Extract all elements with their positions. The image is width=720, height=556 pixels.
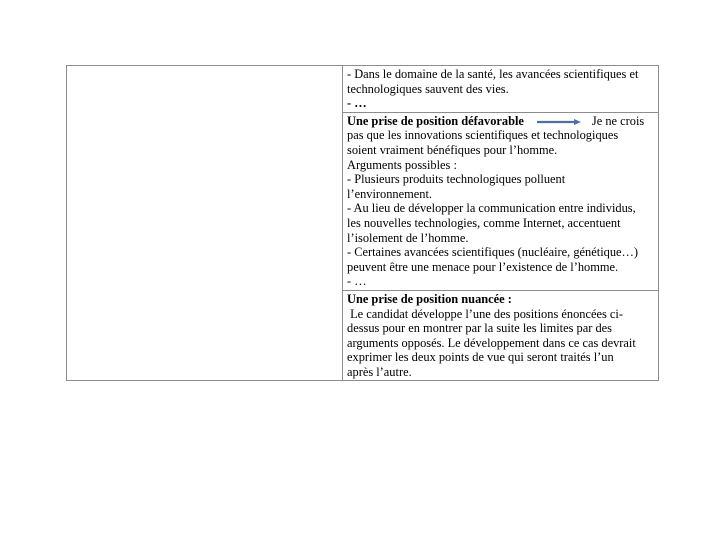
- ellipsis-line: - …: [347, 274, 367, 289]
- text-line: Arguments possibles :: [347, 157, 457, 172]
- heading-line: [347, 114, 655, 129]
- text-line: les nouvelles technologies, comme Internet, accentuent: [347, 215, 621, 230]
- text-line: l’environnement.: [347, 186, 432, 201]
- unfavorable-heading: Une prise de position défavorable: [347, 113, 524, 128]
- text-line: exprimer les deux points de vue qui seront traités l’un: [347, 350, 614, 365]
- arrow-right-icon: [536, 118, 582, 126]
- text-line: - Dans le domaine de la santé, les avancées scientifiques et: [347, 67, 639, 81]
- text-line: peuvent être une menace pour l’existence de l’homme.: [347, 259, 619, 274]
- table-row: [67, 66, 659, 113]
- favorable-cell-end: [343, 66, 659, 113]
- text-line: après l’autre.: [347, 364, 412, 379]
- nuanced-heading: Une prise de position nuancée :: [347, 291, 512, 306]
- text-line: pas que les innovations scientifiques et technologiques: [347, 128, 619, 143]
- document-table: [66, 65, 659, 381]
- empty-left-cell: [67, 66, 343, 381]
- heading-tail: Je ne crois: [591, 113, 645, 128]
- text-line: - Plusieurs produits technologiques polluent: [347, 172, 566, 187]
- text-line: arguments opposés. Le développement dans ce cas devrait: [347, 335, 636, 350]
- unfavorable-position-cell: [343, 112, 659, 290]
- text-line: - Certaines avancées scientifiques (nucléaire, génétique…): [347, 245, 639, 260]
- text-line: Le candidat développe l’une des positions énoncées ci-: [347, 306, 623, 321]
- text-line: technologiques sauvent des vies.: [347, 81, 509, 96]
- ellipsis-line: - …: [347, 96, 367, 111]
- text-line: l’isolement de l’homme.: [347, 230, 469, 245]
- text-line: soient vraiment bénéfiques pour l’homme.: [347, 142, 558, 157]
- text-line: dessus pour en montrer par la suite les limites par des: [347, 321, 612, 336]
- nuanced-position-cell: [343, 290, 659, 381]
- text-line: - Au lieu de développer la communication entre individus,: [347, 201, 636, 216]
